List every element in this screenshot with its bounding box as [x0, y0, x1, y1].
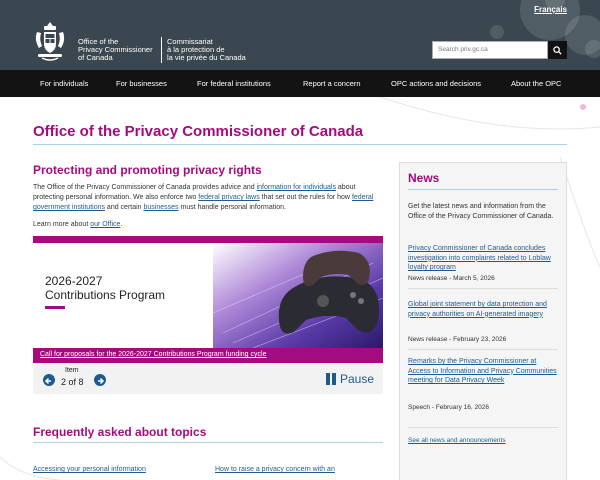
news-heading: News — [408, 171, 440, 185]
nav-for-individuals[interactable]: For individuals — [40, 79, 89, 88]
see-all-news-link[interactable]: See all news and announcements — [408, 437, 506, 444]
nav-for-federal-institutions[interactable]: For federal institutions — [197, 79, 271, 88]
search-icon — [553, 46, 562, 55]
news-item-link[interactable]: Remarks by the Privacy Commissioner at Access to Information and Privacy Communities meeting for Data Privacy Week — [408, 358, 557, 384]
site-header — [0, 0, 600, 70]
section-heading: Protecting and promoting privacy rights — [33, 163, 262, 177]
arrow-right-icon — [94, 375, 106, 387]
pause-icon[interactable] — [325, 373, 337, 385]
intro-paragraph: The Office of the Privacy Commissioner of Canada provides advice and information for individuals about protecting personal information. We also enforce two federal privacy laws that set out the rules for how federal government institutions and certain businesses must handle personal information. — [33, 184, 374, 211]
carousel-item-count: 2 of 8 — [61, 377, 84, 387]
pause-button[interactable]: Pause — [340, 372, 375, 386]
page-title: Office of the Privacy Commissioner of Canada — [33, 123, 364, 140]
nav-opc-actions[interactable]: OPC actions and decisions — [391, 79, 482, 88]
carousel-caption-link[interactable]: Call for proposals for the 2026-2027 Contributions Program funding cycle — [40, 351, 267, 358]
game-controller-image — [213, 243, 383, 348]
learn-more-text: Learn more about our Office. — [33, 221, 123, 228]
org-name-french[interactable]: Commissariat à la protection de la vie privée du Canada — [167, 37, 246, 62]
carousel-previous-button[interactable] — [43, 374, 55, 386]
info-for-individuals-link[interactable]: information for individuals — [256, 184, 336, 191]
faq-divider — [33, 442, 383, 443]
carousel-slide[interactable] — [33, 236, 383, 348]
news-intro: Get the latest news and information from the Office of the Privacy Commissioner of Canada. — [408, 203, 554, 220]
faq-heading: Frequently asked about topics — [33, 425, 207, 439]
language-toggle-link[interactable]: Français — [534, 5, 567, 14]
nav-about-opc[interactable]: About the OPC — [511, 79, 562, 88]
news-divider — [408, 189, 558, 190]
news-item-meta: Speech - February 16, 2026 — [408, 404, 489, 411]
slide-year: 2026-2027 — [45, 274, 103, 288]
news-item-link[interactable]: Privacy Commissioner of Canada concludes investigation into complaints related to Loblaw loyalty program — [408, 245, 551, 271]
slide-program: Contributions Program — [45, 288, 166, 302]
nav-report-a-concern[interactable]: Report a concern — [303, 79, 361, 88]
faq-link-raise-concern[interactable]: How to raise a privacy concern with an — [215, 466, 335, 473]
news-item-meta: News release - February 23, 2026 — [408, 336, 507, 343]
org-name-divider — [161, 37, 162, 63]
federal-institutions-link[interactable]: federal government institutions — [33, 194, 374, 211]
federal-privacy-laws-link[interactable]: federal privacy laws — [198, 194, 260, 201]
carousel-next-button[interactable] — [94, 374, 106, 386]
our-office-link[interactable]: our Office — [90, 221, 121, 228]
carousel-item-label: Item — [65, 367, 79, 374]
carousel — [33, 236, 383, 394]
nav-for-businesses[interactable]: For businesses — [116, 79, 167, 88]
businesses-link[interactable]: businesses — [143, 204, 179, 211]
slide-accent-bar — [45, 306, 65, 309]
news-item-meta: News release - March 5, 2026 — [408, 275, 495, 282]
news-item-link[interactable]: Global joint statement by data protection and privacy authorities on AI-generated imagery — [408, 301, 547, 318]
carousel-caption-bar — [33, 348, 383, 363]
main-nav — [0, 70, 600, 97]
arrow-left-icon — [43, 375, 55, 387]
org-name-english[interactable]: Office of the Privacy Commissioner of Canada — [78, 37, 153, 62]
title-divider — [33, 144, 567, 145]
search-button[interactable] — [548, 41, 567, 59]
faq-link-accessing-info[interactable]: Accessing your personal information — [33, 466, 146, 473]
coat-of-arms-icon[interactable] — [33, 20, 67, 62]
news-panel — [399, 162, 567, 480]
search-input[interactable]: Search priv.gc.ca — [432, 41, 548, 59]
